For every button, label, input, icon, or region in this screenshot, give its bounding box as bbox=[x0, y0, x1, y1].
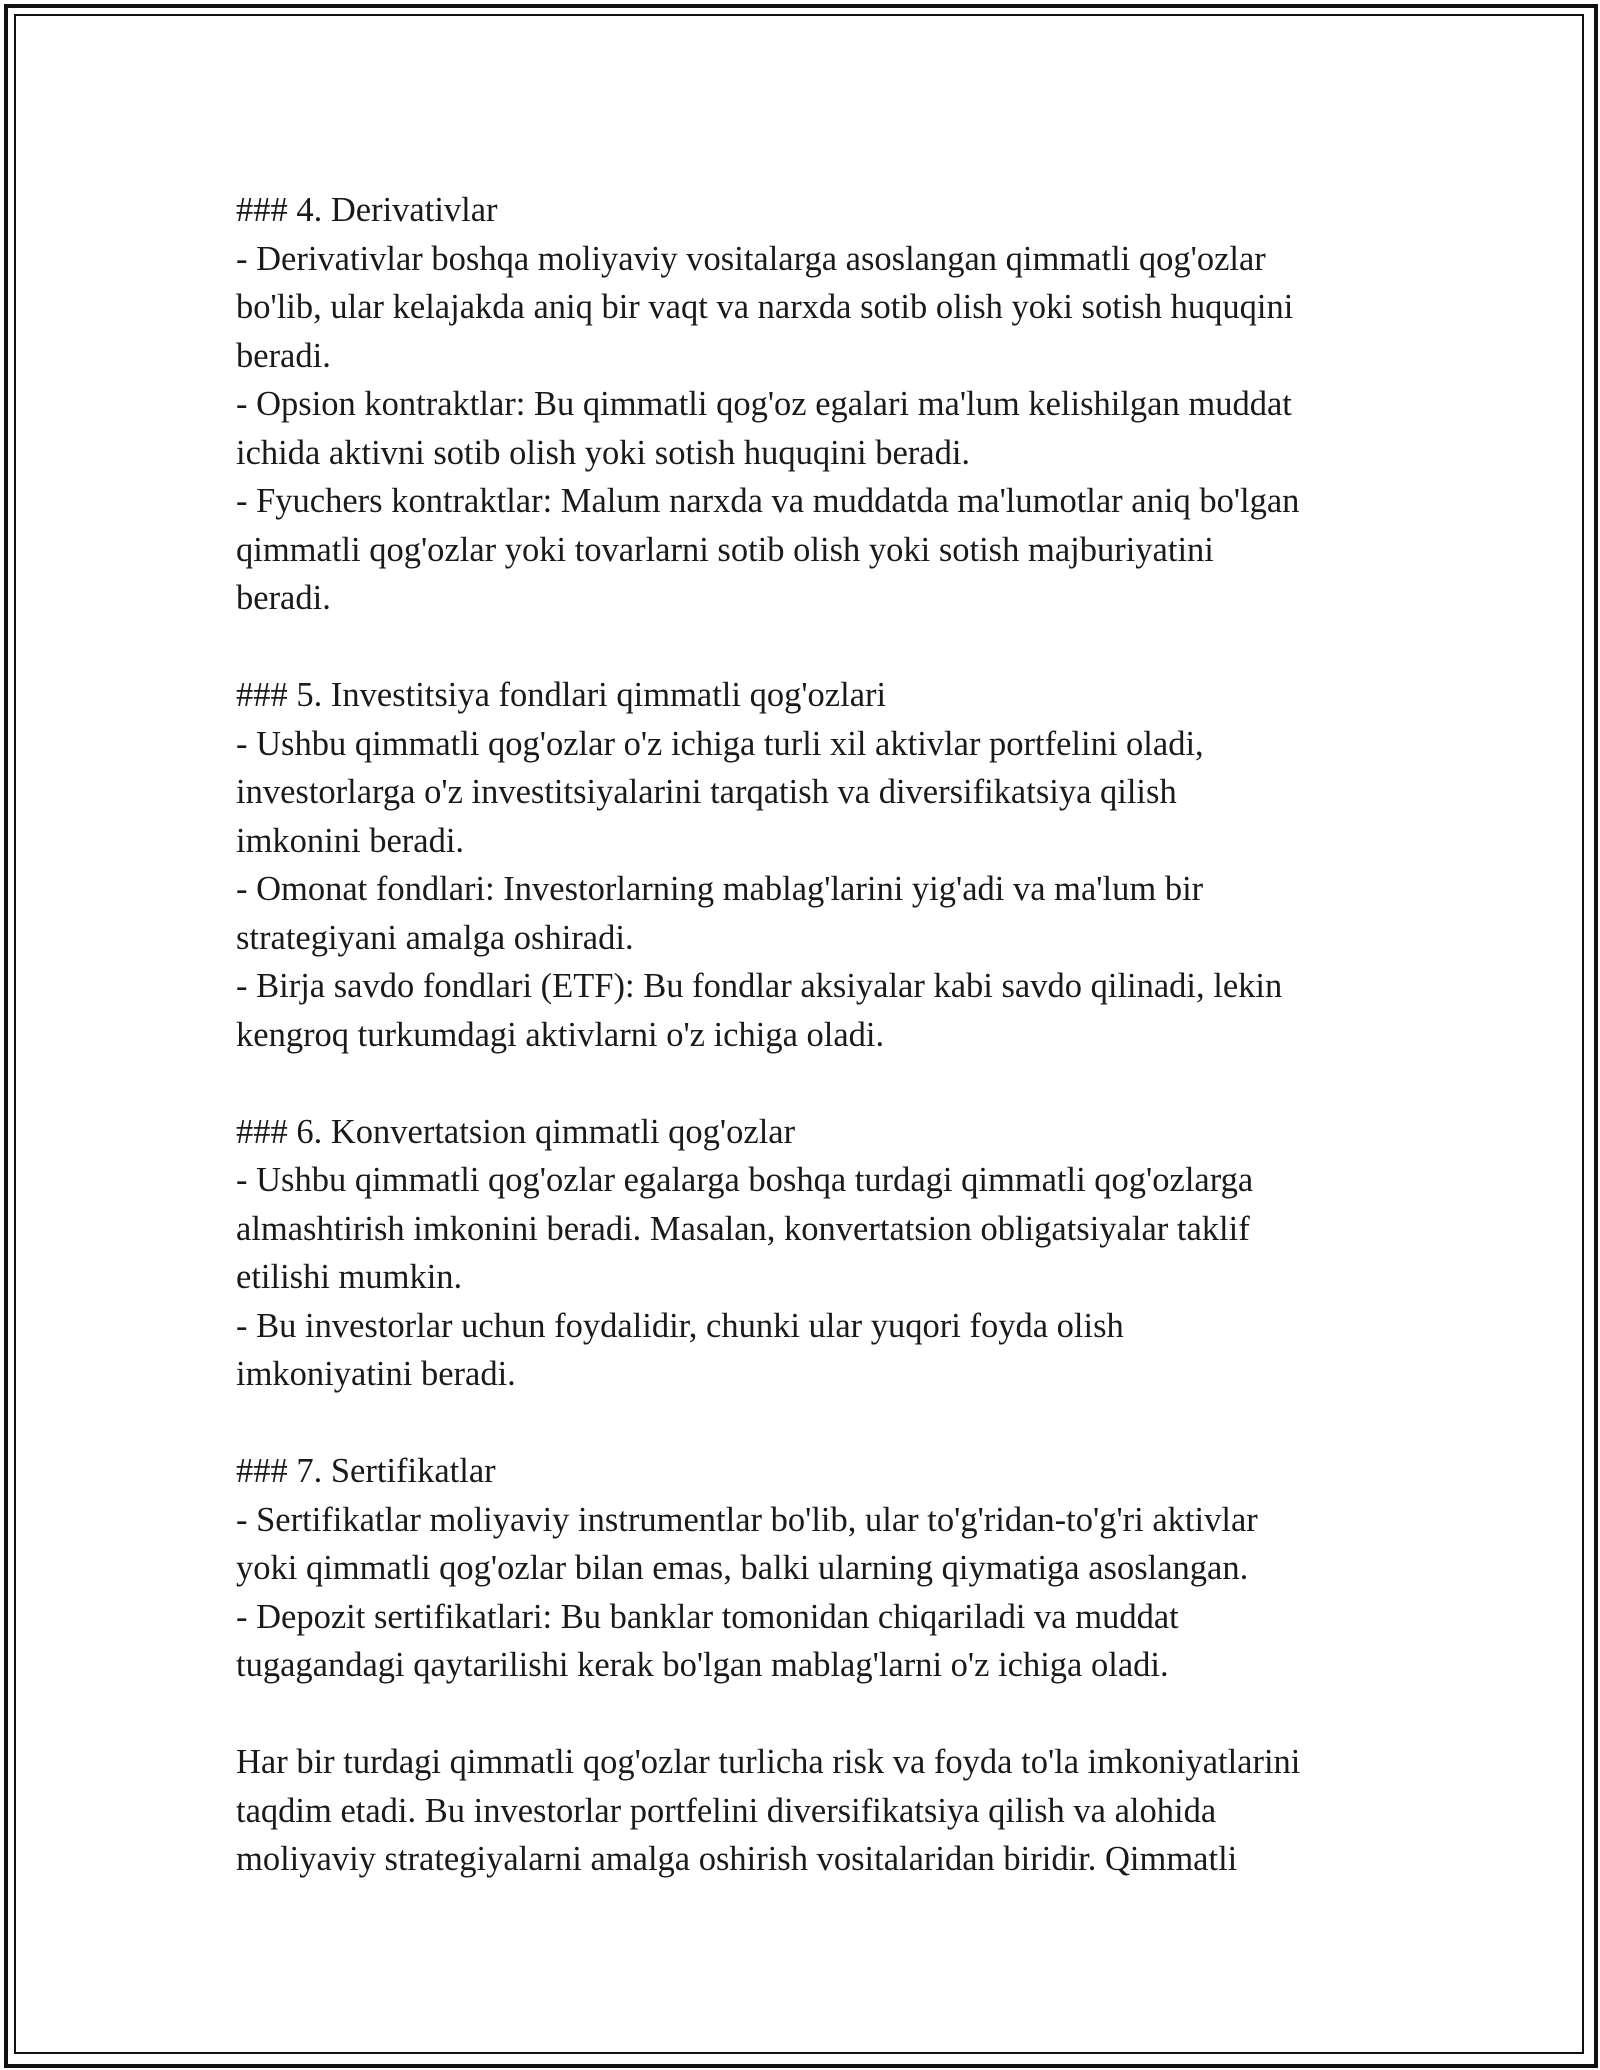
text-line: imkonini beradi. bbox=[236, 821, 465, 860]
text-line: beradi. bbox=[236, 336, 331, 375]
text-line: - Depozit sertifikatlari: Bu banklar tomonidan chiqariladi va muddat bbox=[236, 1597, 1179, 1636]
text-line: beradi. bbox=[236, 579, 331, 617]
text-line: strategiyani amalga oshiradi. bbox=[236, 918, 634, 957]
text-line: ichida aktivni sotib olish yoki sotish huquqini beradi. bbox=[236, 433, 971, 472]
text-line: - Bu investorlar uchun foydalidir, chunki ular yuqori foyda olish bbox=[236, 1306, 1124, 1345]
text-line: qimmatli qog'ozlar yoki tovarlarni sotib olish yoki sotish majburiyatini bbox=[236, 530, 1214, 569]
text-line: - Ushbu qimmatli qog'ozlar egalarga boshqa turdagi qimmatli qog'ozlarga bbox=[236, 1161, 1254, 1199]
paragraph-gap bbox=[236, 1690, 1376, 1739]
section-heading: ### 7. Sertifikatlar bbox=[236, 1452, 496, 1490]
text-line: bo'lib, ular kelajakda aniq bir vaqt va narxda sotib olish yoki sotish huquqini bbox=[236, 288, 1294, 326]
text-line: - Omonat fondlari: Investorlarning mablag'larini yig'adi va ma'lum bir bbox=[236, 870, 1204, 908]
text-line: - Fyuchers kontraktlar: Malum narxda va muddatda ma'lumotlar aniq bo'lgan bbox=[236, 482, 1300, 520]
text-line: imkoniyatini beradi. bbox=[236, 1355, 516, 1393]
text-line: etilishi mumkin. bbox=[236, 1258, 463, 1296]
section-heading: ### 4. Derivativlar bbox=[236, 191, 498, 229]
document-body bbox=[236, 186, 1376, 1884]
section-heading: ### 6. Konvertatsion qimmatli qog'ozlar bbox=[236, 1112, 796, 1151]
text-line: almashtirish imkonini beradi. Masalan, konvertatsion obligatsiyalar taklif bbox=[236, 1209, 1250, 1248]
paragraph-gap bbox=[236, 1059, 1376, 1108]
closing-line: taqdim etadi. Bu investorlar portfelini diversifikatsiya qilish va alohida bbox=[236, 1791, 1217, 1830]
text-line: - Derivativlar boshqa moliyaviy vositalarga asoslangan qimmatli qog'ozlar bbox=[236, 239, 1266, 278]
text-line: - Ushbu qimmatli qog'ozlar o'z ichiga turli xil aktivlar portfelini oladi, bbox=[236, 724, 1204, 763]
text-line: - Opsion kontraktlar: Bu qimmatli qog'oz egalari ma'lum kelishilgan muddat bbox=[236, 385, 1292, 423]
section-heading: ### 5. Investitsiya fondlari qimmatli qog'ozlari bbox=[236, 676, 887, 714]
text-line: investorlarga o'z investitsiyalarini tarqatish va diversifikatsiya qilish bbox=[236, 773, 1177, 811]
paragraph-gap bbox=[236, 1399, 1376, 1448]
text-line: - Sertifikatlar moliyaviy instrumentlar bo'lib, ular to'g'ridan-to'g'ri aktivlar bbox=[236, 1500, 1258, 1539]
closing-line: moliyaviy strategiyalarni amalga oshirish vositalaridan biridir. Qimmatli bbox=[236, 1840, 1238, 1878]
text-line: - Birja savdo fondlari (ETF): Bu fondlar aksiyalar kabi savdo qilinadi, lekin bbox=[236, 967, 1283, 1005]
text-line: yoki qimmatli qog'ozlar bilan emas, balki ularning qiymatiga asoslangan. bbox=[236, 1549, 1249, 1587]
text-line: kengroq turkumdagi aktivlarni o'z ichiga oladi. bbox=[236, 1015, 885, 1054]
paragraph-gap bbox=[236, 623, 1376, 672]
text-line: tugagandagi qaytarilishi kerak bo'lgan mablag'larni o'z ichiga oladi. bbox=[236, 1646, 1169, 1684]
closing-line: Har bir turdagi qimmatli qog'ozlar turlicha risk va foyda to'la imkoniyatlarini bbox=[236, 1743, 1301, 1781]
